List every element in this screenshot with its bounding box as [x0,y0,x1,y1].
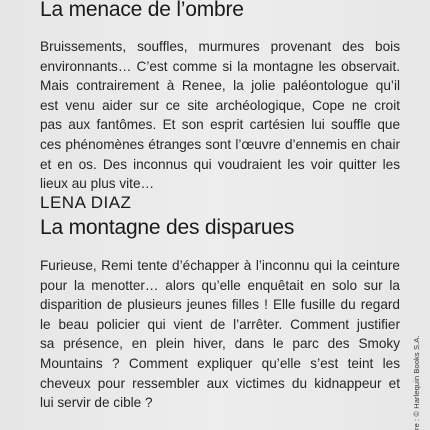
blurb-line: sa présence, en plein hiver, dans le parc des Smoky [40,336,400,352]
blurb-line: lui servir de cible ? [40,395,153,411]
blurb-line: disparition de plusieurs jeunes filles ! Elle fusille du regard [40,297,400,313]
book1-blurb [40,37,400,194]
blurb-line: pour la menotter… alors qu’elle enquêtait en solo sur la [40,277,400,293]
blurb-line: pas aux fantômes. Et son esprit cartésien lui souffle que [40,117,400,133]
book2-author: LENA DIAZ [40,193,132,212]
book2-title: La montagne des disparues [40,216,295,239]
blurb-line: lieux au plus vite… [40,176,155,192]
blurb-line: est venu aider sur ce site archéologique, Cope ne croit [40,97,400,113]
book1-title: La menace de l’ombre [40,0,244,21]
blurb-line: Mais contrairement à Renee, la jolie paléontologue qu’il [40,78,400,94]
copyright-credit: re : © Harlequin Books S.A. [412,335,421,430]
book2-blurb [40,256,400,413]
blurb-line: Furieuse, Remi tente d’échapper à l’inconnu qui la ceinture [40,258,400,273]
blurb-line: environnants… C’est comme si la montagne les observait. [40,58,400,74]
blurb-line: Bruissements, souffles, murmures provenant des bois [40,39,400,54]
blurb-line: le beau policier qui vient de l’arrêter. Comment justifier [40,316,400,332]
blurb-line: cheveux pour ressembler aux victimes du kidnappeur et [40,375,400,391]
blurb-line: et en os. Des inconnus qui voudraient les voir quitter les [40,156,400,172]
blurb-line: Mountains ? Comment expliquer qu’elle s’est teint les [40,355,400,371]
blurb-line: ces phénomènes étranges sont l’œuvre d’ennemis en chair [40,136,400,152]
